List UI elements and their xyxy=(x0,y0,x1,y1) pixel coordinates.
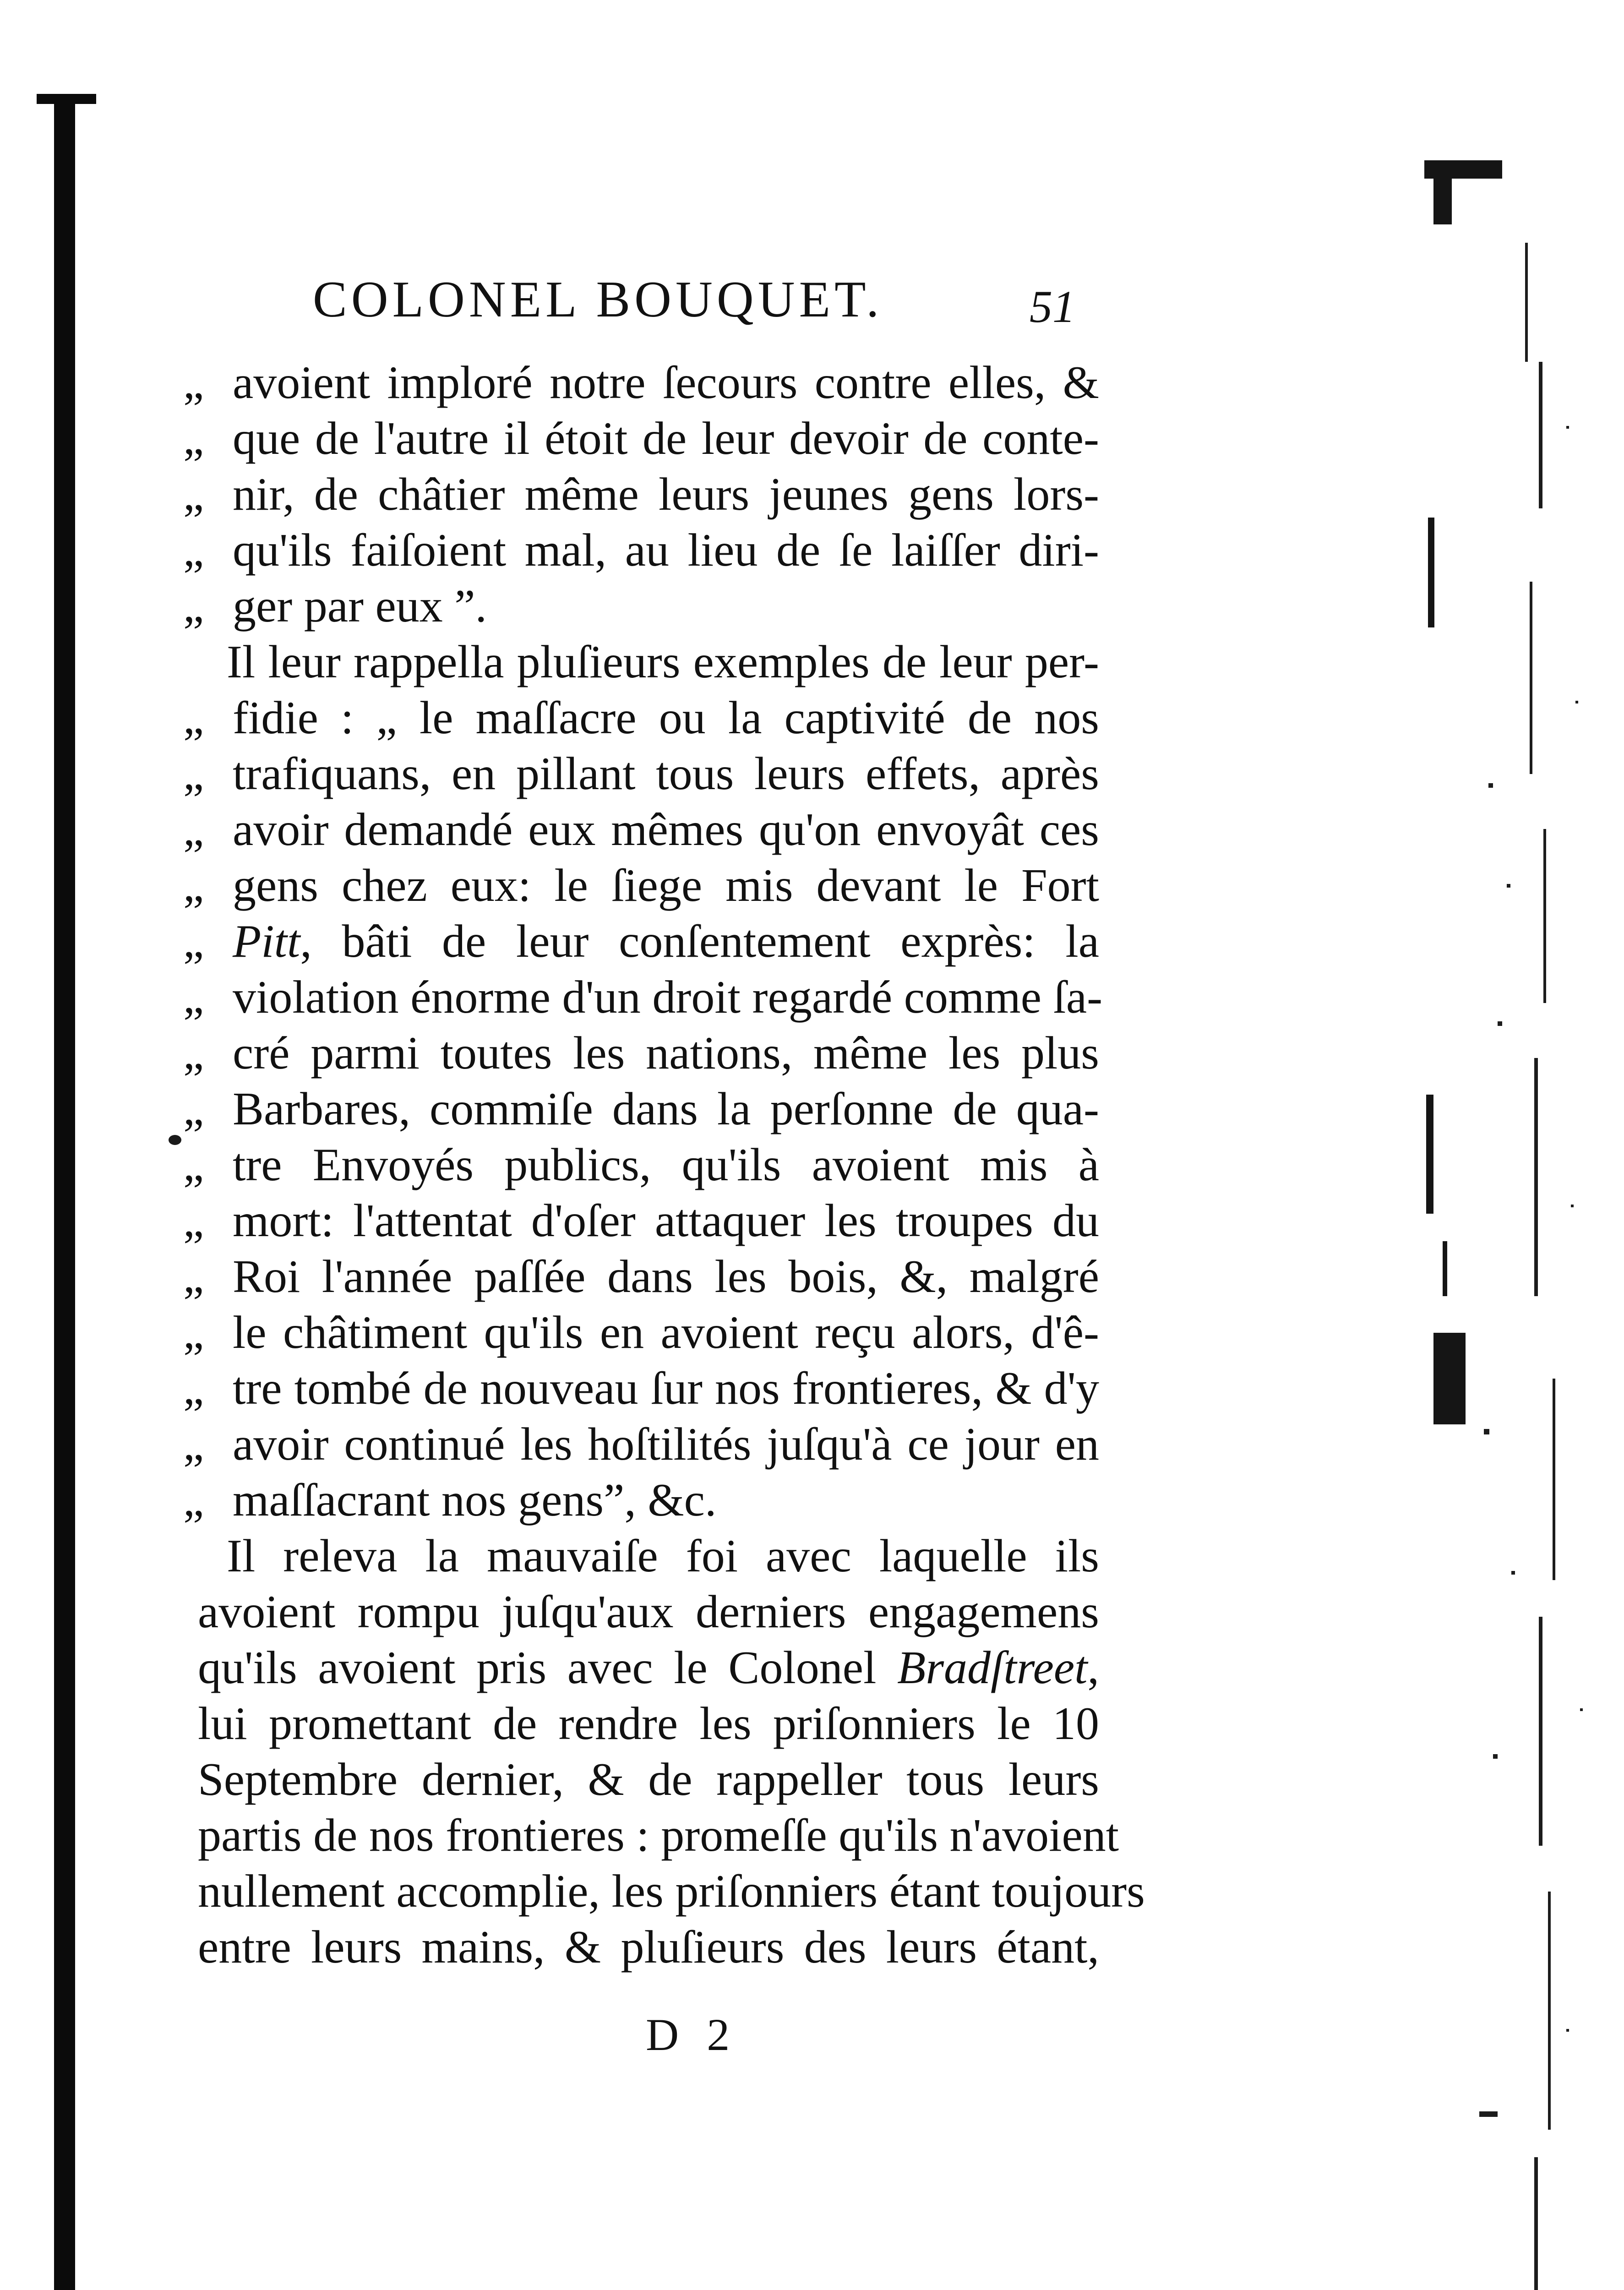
text-line xyxy=(183,1417,1099,1472)
line-text: qu'ils avoient pris avec le Colonel xyxy=(198,1642,898,1694)
text-line xyxy=(183,858,1099,914)
line-text: tre tombé de nouveau ſur nos frontieres, & d'y xyxy=(233,1363,1099,1414)
text-line xyxy=(183,970,1103,1025)
quote-mark: „ xyxy=(183,469,204,520)
line-text: le châtiment qu'ils en avoient reçu alors, d'ê- xyxy=(233,1307,1099,1358)
quote-mark: „ xyxy=(183,580,204,632)
quote-mark: „ xyxy=(183,1251,204,1303)
quote-mark: „ xyxy=(183,1307,204,1358)
line-text-mixed xyxy=(198,1640,1099,1696)
quote-mark: „ xyxy=(183,748,204,800)
text-line xyxy=(183,1305,1099,1361)
line-text: Barbares, commiſe dans la perſonne de qua- xyxy=(233,1083,1099,1135)
line-text: trafiquans, en pillant tous leurs effets, après xyxy=(233,748,1099,800)
text-line xyxy=(183,1081,1099,1137)
text-line xyxy=(183,1361,1099,1417)
line-text: avoir demandé eux mêmes qu'on envoyât ces xyxy=(233,804,1099,856)
scan-noise-right-edge xyxy=(1415,105,1608,2290)
line-text: lui promettant de rendre les priſonniers le 10 xyxy=(198,1698,1099,1750)
quote-mark: „ xyxy=(183,1083,204,1135)
text-line xyxy=(183,1864,1145,1919)
text-line xyxy=(183,1584,1099,1640)
italic-place-name: Pitt xyxy=(233,916,300,967)
line-text: gens chez eux: le ſiege mis devant le Fort xyxy=(233,860,1099,911)
binding-edge-rule xyxy=(54,98,75,2290)
line-text: nir, de châtier même leurs jeunes gens lors- xyxy=(233,469,1099,520)
text-line xyxy=(183,1808,1119,1864)
text-line xyxy=(183,1193,1099,1249)
line-text: mort: l'attentat d'oſer attaquer les troupes du xyxy=(233,1195,1099,1247)
text-line xyxy=(183,690,1099,746)
body-text xyxy=(183,355,1145,1975)
quote-mark: „ xyxy=(183,1195,204,1247)
text-line xyxy=(183,1752,1099,1808)
page-header xyxy=(313,270,1110,339)
line-text: partis de nos frontieres : promeſſe qu'ils n'avoient xyxy=(198,1810,1119,1861)
quote-mark: „ xyxy=(183,1474,204,1526)
line-text: Roi l'année paſſée dans les bois, &, malgré xyxy=(233,1251,1099,1303)
quote-mark: „ xyxy=(183,1027,204,1079)
line-text: qu'ils faiſoient mal, au lieu de ſe laiſſer diri- xyxy=(233,524,1099,576)
quote-mark: „ xyxy=(183,413,204,464)
quote-mark: „ xyxy=(183,524,204,576)
line-text: ger par eux ”. xyxy=(233,580,487,632)
text-line xyxy=(183,914,1099,970)
text-line xyxy=(183,1528,1099,1584)
quote-mark: „ xyxy=(183,357,204,409)
line-text: maſſacrant nos gens”, &c. xyxy=(233,1474,717,1526)
text-line xyxy=(183,802,1099,858)
running-head: COLONEL BOUQUET. xyxy=(313,271,883,328)
line-text: Il leur rappella pluſieurs exemples de leur per- xyxy=(227,636,1099,688)
quote-mark: „ xyxy=(183,860,204,911)
line-text: Septembre dernier, & de rappeller tous leurs xyxy=(198,1754,1099,1805)
quote-mark: „ xyxy=(183,1418,204,1470)
line-text: violation énorme d'un droit regardé comme ſa- xyxy=(233,971,1103,1023)
text-line xyxy=(183,578,1099,634)
quote-mark: „ xyxy=(183,1363,204,1414)
ink-blot xyxy=(169,1135,181,1145)
text-line xyxy=(183,1640,1099,1696)
quote-mark: „ xyxy=(183,971,204,1023)
line-text: Il releva la mauvaiſe foi avec laquelle ils xyxy=(227,1530,1099,1582)
line-text: avoir continué les hoſtilités juſqu'à ce jour en xyxy=(233,1418,1099,1470)
line-text: que de l'autre il étoit de leur devoir de conte- xyxy=(233,413,1099,464)
text-line xyxy=(183,1249,1099,1305)
italic-person-name: Bradſtreet xyxy=(897,1642,1088,1694)
line-text: avoient imploré notre ſecours contre elles, & xyxy=(233,357,1099,409)
quote-mark: „ xyxy=(183,692,204,744)
text-line xyxy=(183,1696,1099,1752)
line-text: avoient rompu juſqu'aux derniers engagemens xyxy=(198,1586,1099,1638)
line-text: , xyxy=(1087,1642,1099,1694)
line-text: tre Envoyés publics, qu'ils avoient mis à xyxy=(233,1139,1099,1191)
line-text-mixed xyxy=(233,914,1099,970)
quote-mark: „ xyxy=(183,804,204,856)
text-line xyxy=(183,355,1099,411)
text-line xyxy=(183,1919,1099,1975)
line-text: , bâti de leur conſentement exprès: la xyxy=(300,916,1099,967)
quote-mark: „ xyxy=(183,1139,204,1191)
line-text: nullement accomplie, les priſonniers étant toujours xyxy=(198,1865,1145,1917)
line-text: cré parmi toutes les nations, même les plus xyxy=(233,1027,1099,1079)
text-line xyxy=(183,1025,1099,1081)
text-line xyxy=(183,467,1099,523)
line-text: entre leurs mains, & pluſieurs des leurs étant, xyxy=(198,1921,1099,1973)
text-line xyxy=(183,523,1099,578)
text-line xyxy=(183,634,1099,690)
text-line xyxy=(183,411,1099,467)
line-text: fidie : „ le maſſacre ou la captivité de nos xyxy=(233,692,1099,744)
signature-mark: D 2 xyxy=(646,2009,738,2060)
page-number: 51 xyxy=(1030,281,1075,332)
text-line xyxy=(183,746,1099,802)
text-line xyxy=(183,1472,1099,1528)
quote-mark: „ xyxy=(183,916,204,967)
text-line xyxy=(183,1137,1099,1193)
